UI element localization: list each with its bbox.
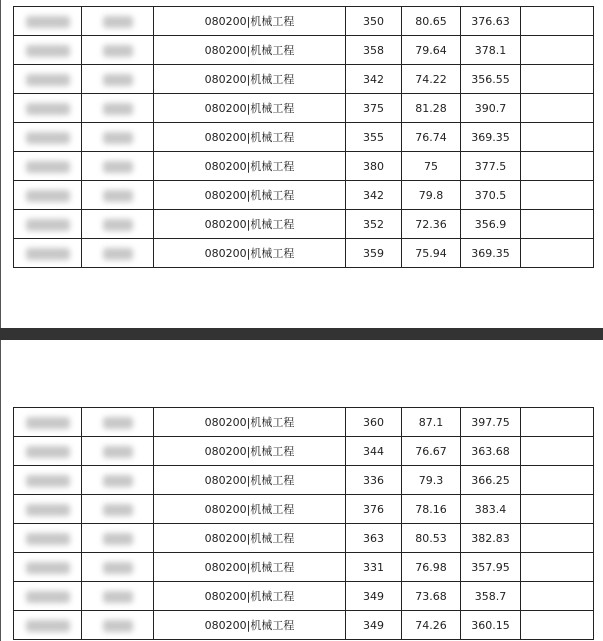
candidate-name-cell <box>82 181 154 210</box>
total-score-cell: 356.55 <box>461 65 521 94</box>
major-cell: 080200|机械工程 <box>154 466 346 495</box>
major-cell: 080200|机械工程 <box>154 210 346 239</box>
redacted-id <box>26 533 70 545</box>
initial-score-cell: 349 <box>346 582 402 611</box>
redacted-id <box>26 103 70 115</box>
redacted-id <box>26 417 70 429</box>
candidate-id-cell <box>14 123 82 152</box>
score-table-2 <box>13 407 594 640</box>
initial-score-cell: 355 <box>346 123 402 152</box>
table-row <box>14 553 594 582</box>
total-score-cell: 360.15 <box>461 611 521 640</box>
major-cell: 080200|机械工程 <box>154 36 346 65</box>
candidate-id-cell <box>14 7 82 36</box>
retest-score-cell: 80.65 <box>402 7 461 36</box>
retest-score-cell: 76.67 <box>402 437 461 466</box>
remark-cell <box>521 152 594 181</box>
table-row <box>14 123 594 152</box>
candidate-name-cell <box>82 524 154 553</box>
candidate-name-cell <box>82 152 154 181</box>
remark-cell <box>521 210 594 239</box>
remark-cell <box>521 408 594 437</box>
redacted-id <box>26 591 70 603</box>
candidate-name-cell <box>82 408 154 437</box>
retest-score-cell: 75.94 <box>402 239 461 268</box>
major-cell: 080200|机械工程 <box>154 553 346 582</box>
initial-score-cell: 349 <box>346 611 402 640</box>
initial-score-cell: 360 <box>346 408 402 437</box>
initial-score-cell: 375 <box>346 94 402 123</box>
initial-score-cell: 344 <box>346 437 402 466</box>
major-cell: 080200|机械工程 <box>154 152 346 181</box>
redacted-name <box>103 533 133 545</box>
retest-score-cell: 81.28 <box>402 94 461 123</box>
total-score-cell: 363.68 <box>461 437 521 466</box>
total-score-cell: 383.4 <box>461 495 521 524</box>
total-score-cell: 377.5 <box>461 152 521 181</box>
table-row <box>14 239 594 268</box>
retest-score-cell: 79.64 <box>402 36 461 65</box>
initial-score-cell: 380 <box>346 152 402 181</box>
candidate-name-cell <box>82 437 154 466</box>
page-separator <box>0 328 603 340</box>
table-row <box>14 65 594 94</box>
retest-score-cell: 75 <box>402 152 461 181</box>
candidate-name-cell <box>82 123 154 152</box>
candidate-id-cell <box>14 181 82 210</box>
total-score-cell: 378.1 <box>461 36 521 65</box>
redacted-name <box>103 620 133 632</box>
score-table-1 <box>13 6 594 268</box>
major-cell: 080200|机械工程 <box>154 65 346 94</box>
initial-score-cell: 358 <box>346 36 402 65</box>
table-row <box>14 437 594 466</box>
major-cell: 080200|机械工程 <box>154 495 346 524</box>
candidate-id-cell <box>14 94 82 123</box>
remark-cell <box>521 466 594 495</box>
table-row <box>14 408 594 437</box>
table-row <box>14 210 594 239</box>
redacted-id <box>26 620 70 632</box>
candidate-id-cell <box>14 65 82 94</box>
score-table-body <box>14 7 594 268</box>
total-score-cell: 382.83 <box>461 524 521 553</box>
retest-score-cell: 74.22 <box>402 65 461 94</box>
candidate-id-cell <box>14 437 82 466</box>
candidate-name-cell <box>82 65 154 94</box>
remark-cell <box>521 524 594 553</box>
table-row <box>14 611 594 640</box>
candidate-name-cell <box>82 36 154 65</box>
initial-score-cell: 342 <box>346 181 402 210</box>
remark-cell <box>521 94 594 123</box>
candidate-name-cell <box>82 466 154 495</box>
candidate-id-cell <box>14 611 82 640</box>
document-page-2 <box>0 340 603 641</box>
table-row <box>14 495 594 524</box>
retest-score-cell: 78.16 <box>402 495 461 524</box>
total-score-cell: 370.5 <box>461 181 521 210</box>
candidate-name-cell <box>82 7 154 36</box>
major-cell: 080200|机械工程 <box>154 524 346 553</box>
remark-cell <box>521 553 594 582</box>
redacted-name <box>103 591 133 603</box>
redacted-id <box>26 132 70 144</box>
major-cell: 080200|机械工程 <box>154 239 346 268</box>
initial-score-cell: 350 <box>346 7 402 36</box>
redacted-name <box>103 475 133 487</box>
candidate-name-cell <box>82 94 154 123</box>
table-row <box>14 152 594 181</box>
redacted-name <box>103 74 133 86</box>
retest-score-cell: 87.1 <box>402 408 461 437</box>
initial-score-cell: 352 <box>346 210 402 239</box>
retest-score-cell: 76.98 <box>402 553 461 582</box>
remark-cell <box>521 7 594 36</box>
total-score-cell: 356.9 <box>461 210 521 239</box>
redacted-id <box>26 219 70 231</box>
initial-score-cell: 363 <box>346 524 402 553</box>
redacted-id <box>26 248 70 260</box>
total-score-cell: 369.35 <box>461 239 521 268</box>
retest-score-cell: 79.3 <box>402 466 461 495</box>
remark-cell <box>521 495 594 524</box>
redacted-name <box>103 219 133 231</box>
major-cell: 080200|机械工程 <box>154 7 346 36</box>
candidate-name-cell <box>82 239 154 268</box>
initial-score-cell: 376 <box>346 495 402 524</box>
initial-score-cell: 342 <box>346 65 402 94</box>
major-cell: 080200|机械工程 <box>154 408 346 437</box>
major-cell: 080200|机械工程 <box>154 94 346 123</box>
redacted-id <box>26 74 70 86</box>
major-cell: 080200|机械工程 <box>154 123 346 152</box>
remark-cell <box>521 181 594 210</box>
initial-score-cell: 359 <box>346 239 402 268</box>
remark-cell <box>521 437 594 466</box>
table-row <box>14 94 594 123</box>
candidate-id-cell <box>14 210 82 239</box>
candidate-id-cell <box>14 553 82 582</box>
total-score-cell: 366.25 <box>461 466 521 495</box>
major-cell: 080200|机械工程 <box>154 582 346 611</box>
redacted-name <box>103 132 133 144</box>
candidate-id-cell <box>14 495 82 524</box>
candidate-id-cell <box>14 408 82 437</box>
candidate-id-cell <box>14 36 82 65</box>
total-score-cell: 357.95 <box>461 553 521 582</box>
redacted-name <box>103 103 133 115</box>
remark-cell <box>521 582 594 611</box>
redacted-id <box>26 16 70 28</box>
redacted-name <box>103 248 133 260</box>
total-score-cell: 397.75 <box>461 408 521 437</box>
remark-cell <box>521 65 594 94</box>
redacted-name <box>103 417 133 429</box>
redacted-id <box>26 161 70 173</box>
redacted-id <box>26 446 70 458</box>
redacted-id <box>26 475 70 487</box>
redacted-id <box>26 190 70 202</box>
retest-score-cell: 76.74 <box>402 123 461 152</box>
retest-score-cell: 72.36 <box>402 210 461 239</box>
remark-cell <box>521 123 594 152</box>
total-score-cell: 358.7 <box>461 582 521 611</box>
candidate-id-cell <box>14 524 82 553</box>
candidate-id-cell <box>14 239 82 268</box>
total-score-cell: 390.7 <box>461 94 521 123</box>
table-row <box>14 36 594 65</box>
candidate-id-cell <box>14 582 82 611</box>
redacted-name <box>103 161 133 173</box>
redacted-name <box>103 45 133 57</box>
score-table-body <box>14 408 594 640</box>
candidate-id-cell <box>14 466 82 495</box>
retest-score-cell: 73.68 <box>402 582 461 611</box>
major-cell: 080200|机械工程 <box>154 181 346 210</box>
table-row <box>14 7 594 36</box>
retest-score-cell: 80.53 <box>402 524 461 553</box>
initial-score-cell: 336 <box>346 466 402 495</box>
table-row <box>14 181 594 210</box>
candidate-name-cell <box>82 582 154 611</box>
table-row <box>14 466 594 495</box>
major-cell: 080200|机械工程 <box>154 611 346 640</box>
redacted-name <box>103 504 133 516</box>
candidate-name-cell <box>82 495 154 524</box>
remark-cell <box>521 239 594 268</box>
redacted-name <box>103 446 133 458</box>
redacted-id <box>26 45 70 57</box>
redacted-name <box>103 562 133 574</box>
redacted-id <box>26 562 70 574</box>
initial-score-cell: 331 <box>346 553 402 582</box>
candidate-name-cell <box>82 553 154 582</box>
remark-cell <box>521 36 594 65</box>
redacted-id <box>26 504 70 516</box>
remark-cell <box>521 611 594 640</box>
total-score-cell: 369.35 <box>461 123 521 152</box>
table-row <box>14 582 594 611</box>
retest-score-cell: 79.8 <box>402 181 461 210</box>
candidate-name-cell <box>82 210 154 239</box>
candidate-id-cell <box>14 152 82 181</box>
major-cell: 080200|机械工程 <box>154 437 346 466</box>
candidate-name-cell <box>82 611 154 640</box>
retest-score-cell: 74.26 <box>402 611 461 640</box>
table-row <box>14 524 594 553</box>
redacted-name <box>103 190 133 202</box>
total-score-cell: 376.63 <box>461 7 521 36</box>
redacted-name <box>103 16 133 28</box>
